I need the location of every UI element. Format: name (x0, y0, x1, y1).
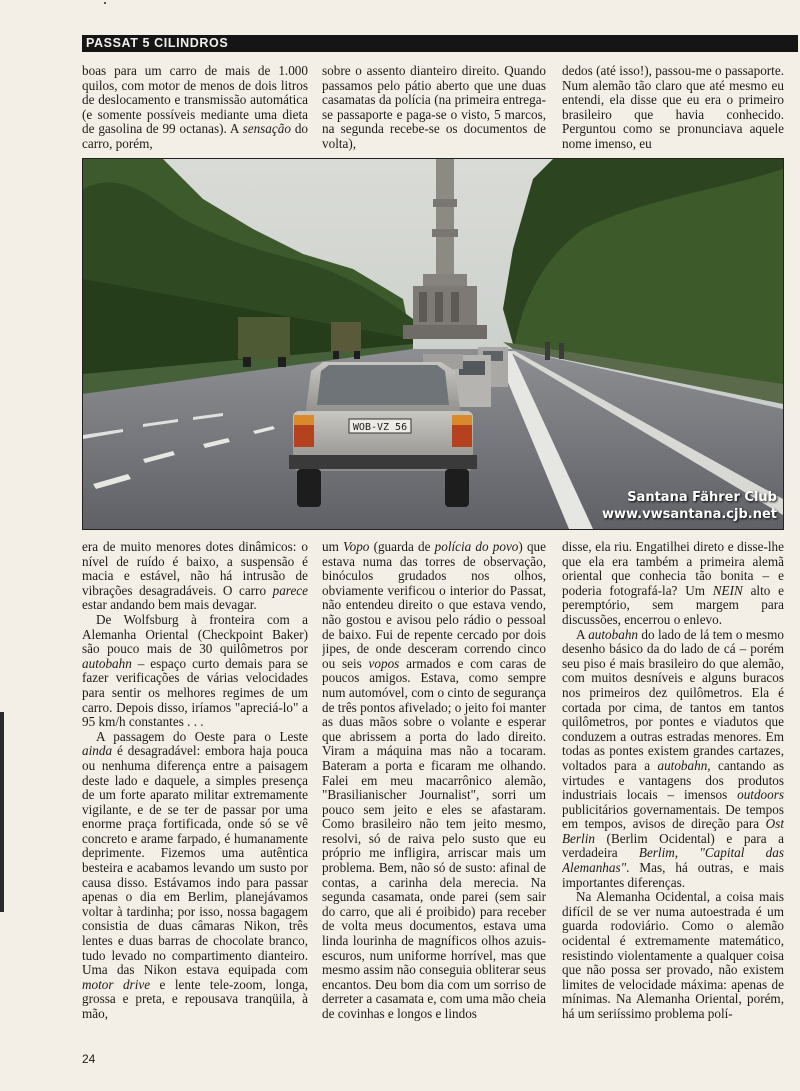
top-column-2 (322, 64, 546, 154)
print-speck (104, 2, 106, 4)
license-plate: WOB-VZ 56 (352, 422, 408, 433)
paragraph: De Wolfsburg à fronteira com a Alemanha Oriental (Checkpoint Baker) são pouco mais de 30 quilômetros por autobahn – espaço curto demais para se fazer verificações de várias velocidades para sentir os melhores regimes de um carro. Depois disso, iríamos "apreciá-lo" a 95 km/h constantes . . . (82, 611, 308, 730)
paragraph: um Vopo (guarda de polícia do povo) que estava numa das torres de observação, binóculos grudados nos olhos, obviamente verificou o interior do Passat, não entendeu direito o que estava vendo, não gostou e avisou pelo rádio o pessoal de baixo. Fui de repente cercado por dois jipes, de onde desceram correndo cinco ou seis vopos armados e com caras de poucos amigos. Estava, como sempre num automóvel, com o cinto de segurança de três pontos afivelado; o jeito foi manter as duas mãos sobre o volante e esperar que abrissem a porta do lado direito. Viram a máquina mas não a tocaram. Bateram a porta e ficaram me olhando. Falei em meu macarrônico alemão, "Brasilianischer Journalist", sorri um pouco sem jeito e eles se afastaram. Como brasileiro não tem jeito mesmo, resolvi, só de raiva pelo susto que eu próprio me infligira, arriscar mais um problema. Bem, não só de susto: afinal de contas, a carinha dela merecia. Na segunda casamata, onde parei (sem sair do carro, que ali é proibido) para receber de volta meus documentos, estava uma linda lourinha de magníficos olhos azuis-escuros, num uniforme horrível, mas que mesmo assim não conseguia obliterar seus encantos. Deu bom dia com um sorriso de derreter a casamata e, com uma mão cheia de covinhas e longos e lindos (322, 540, 546, 1021)
page-edge-mark (0, 712, 4, 912)
bottom-column-1 (82, 540, 308, 1045)
italic-term: Berlim, "Capital das Alemanhas" (562, 845, 784, 876)
paragraph: sobre o assento dianteiro direito. Quando passamos pelo pátio aberto que une duas casamatas da polícia (na primeira entrega-se passaporte e paga-se o visto, 5 marcos, na segunda recebe-se os documentos de volta), (322, 64, 546, 151)
italic-term: motor drive (82, 976, 151, 992)
bottom-column-3 (562, 540, 784, 1045)
italic-term: autobahn (82, 655, 132, 671)
photo-credit (602, 489, 777, 523)
paragraph: era de muito menores dotes dinâmicos: o nível de ruído é baixo, a suspensão é macia e estável, não há intrusão de vibrações desagradáveis. O carro parece estar andando bem mais devagar. (82, 540, 308, 613)
section-title: PASSAT 5 CILINDROS (86, 36, 229, 50)
bottom-column-2 (322, 540, 546, 1045)
italic-term: ainda (82, 743, 113, 759)
italic-term: Vopo (343, 540, 370, 554)
section-header (82, 35, 798, 52)
paragraph: dedos (até isso!), passou-me o passaporte. Num alemão tão claro que até mesmo eu entendi, ela disse que eu era o primeiro brasileiro que havia conhecido. Perguntou como se pronunciava aquele nome imenso, eu (562, 64, 784, 151)
paragraph: A passagem do Oeste para o Leste ainda é desagradável: embora haja pouca ou nenhuma diferença entre a paisagem deste lado e daquele, a simples presença de um forte aparato militar extremamente vigilante, e de se ter de passar por uma enorme praça fortificada, onde só se vê concreto e arame farpado, é humanamente deprimente. Fizemos uma autêntica besteira e acabamos levando um susto por causa disso. Estávamos indo para passar apenas o dia em Berlim, planejávamos voltar à tardinha; por isso, nossa bagagem consistia de duas câmaras Nikon, três lentes e duas barras de chocolate branco, tudo levado no compartimento dianteiro. Uma das Nikon estava equipada com motor drive e lente tele-zoom, longa, grossa e preta, e repousava tranqüila, à mão, (82, 728, 308, 1021)
italic-term: autobahn (588, 626, 639, 642)
italic-term: vopos (368, 655, 400, 671)
italic-term: polícia do povo (434, 540, 519, 554)
italic-term: sensação (242, 121, 291, 137)
paragraph: Na Alemanha Ocidental, a coisa mais difícil de se ver numa autoestrada é um guarda rodoviário. Como o alemão ocidental é extremamente matemático, resistindo violentamente a qualquer coisa que não possa ser provado, não existem limites de velocidade máxima: apenas de mínimas. Na Alemanha Oriental, porém, há um seriíssimo problema polí- (562, 889, 784, 1021)
paragraph: disse, ela riu. Engatilhei direto e disse-lhe que ela era também a primeira alemã oriental que conhecia tão bonita – e poderia fotografá-la? Um NEIN alto e peremptório, sem margem para discussões, encerrou o enlevo. (562, 540, 784, 627)
italic-term: NEIN (712, 582, 743, 598)
berlin-victory-column-road-photo (83, 159, 783, 529)
top-column-1 (82, 64, 308, 154)
paragraph: boas para um carro de mais de 1.000 quilos, com motor de menos de dois litros de deslocamento e transmissão automática (e somente possíveis mediante uma dieta de gasolina de 99 octanas). A sensação do carro, porém, (82, 64, 308, 151)
credit-club-name: Santana Fährer Club (627, 490, 777, 505)
italic-term: outdoors (737, 787, 784, 803)
italic-term: Ost Berlin (562, 816, 784, 846)
paragraph: A autobahn do lado de lá tem o mesmo desenho básico da do lado de cá – porém seu piso é mais brasileiro do que alemão, com muitos desníveis e alguns buracos nos primeiros dez quilômetros. Ela é cortada por cima, de tantos em tantos quilômetros, por pontes e viadutos que conduzem a outras estradas menores. Em todas as pontes existem grandes cartazes, voltados para a autobahn, cantando as virtudes e vantagens dos produtos industriais locais – imensos outdoors publicitários governamentais. De tempos em tempos, avisos de direção para Ost Berlin (Berlim Ocidental) e para a verdadeira Berlim, "Capital das Alemanhas". Mas, há outras, e mais importantes diferenças. (562, 626, 784, 890)
italic-term: parece (272, 582, 308, 598)
credit-website: www.vwsantana.cjb.net (601, 507, 777, 522)
article-photo (82, 158, 784, 530)
top-column-3 (562, 64, 784, 154)
italic-term: autobahn (657, 757, 708, 773)
page-number: 24 (82, 1052, 96, 1066)
